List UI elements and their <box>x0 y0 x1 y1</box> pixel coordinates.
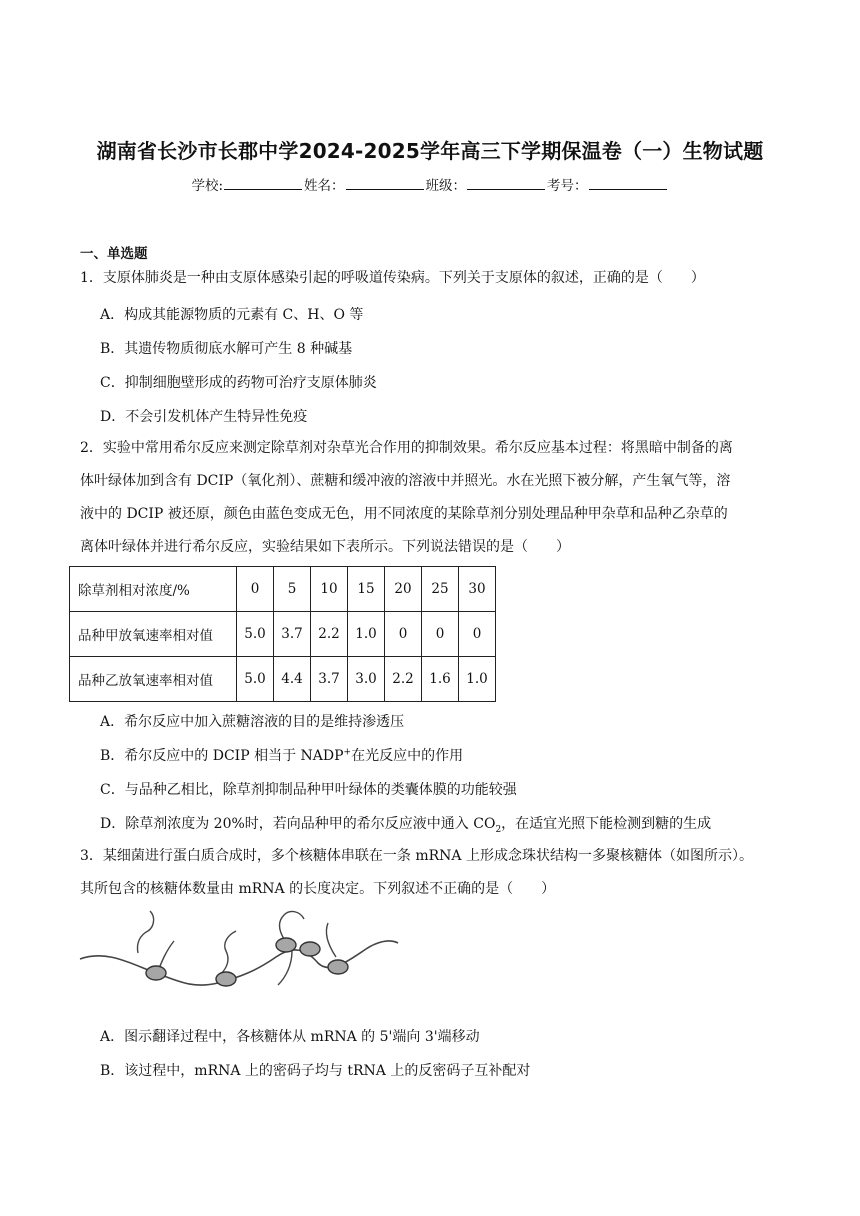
question-1-option-d[interactable]: D．不会引发机体产生特异性免疫 <box>100 409 308 425</box>
option-b-text-end: 在光反应中的作用 <box>351 748 464 764</box>
school-blank[interactable] <box>224 177 302 190</box>
question-3-line: 3．某细菌进行蛋白质合成时，多个核糖体串联在一条 mRNA 上形成念珠状结构一多聚核糖体（如图所示）。 <box>80 848 753 864</box>
question-2-line: 离体叶绿体并进行希尔反应，实验结果如下表所示。下列说法错误的是（ ） <box>80 539 570 555</box>
school-label: 学校: <box>191 178 224 194</box>
ribosome <box>216 972 236 986</box>
table-cell: 0 <box>237 567 274 612</box>
question-2-line: 2．实验中常用希尔反应来测定除草剂对杂草光合作用的抑制效果。希尔反应基本过程：将黑暗中制备的离 <box>80 440 733 456</box>
table-cell: 10 <box>311 567 348 612</box>
polypeptide-chain <box>278 951 292 985</box>
table-row-label: 品种甲放氧速率相对值 <box>70 612 237 657</box>
table-cell: 4.4 <box>274 657 311 702</box>
superscript: + <box>343 747 352 758</box>
table-cell: 5.0 <box>237 657 274 702</box>
page-title: 湖南省长沙市长郡中学2024-2025学年高三下学期保温卷（一）生物试题 <box>96 139 764 163</box>
table-cell: 3.7 <box>274 612 311 657</box>
table-cell: 15 <box>348 567 385 612</box>
ribosome <box>300 942 320 956</box>
table-row-label: 品种乙放氧速率相对值 <box>70 657 237 702</box>
table-cell: 0 <box>459 612 496 657</box>
table-cell: 0 <box>422 612 459 657</box>
question-2-option-d[interactable] <box>100 813 711 833</box>
question-2-line: 液中的 DCIP 被还原，颜色由蓝色变成无色，用不同浓度的某除草剂分别处理品种甲杂草和品种乙杂草的 <box>80 506 728 522</box>
table-cell: 5 <box>274 567 311 612</box>
table-cell: 3.7 <box>311 657 348 702</box>
option-d-text: D．除草剂浓度为 20%时，若向品种甲的希尔反应液中通入 CO <box>100 816 496 832</box>
table-cell: 20 <box>385 567 422 612</box>
ribosome <box>146 966 166 980</box>
table-cell: 2.2 <box>311 612 348 657</box>
table-row <box>70 612 496 657</box>
ribosome <box>328 960 348 974</box>
table-cell: 5.0 <box>237 612 274 657</box>
subscript: 2 <box>495 824 502 835</box>
name-blank[interactable] <box>346 177 424 190</box>
table-cell: 25 <box>422 567 459 612</box>
question-2-line: 体叶绿体加到含有 DCIP（氧化剂）、蔗糖和缓冲液的溶液中并照光。水在光照下被分解，产生氧气等，溶 <box>80 473 731 489</box>
exam-number-blank[interactable] <box>589 177 667 190</box>
question-3-line: 其所包含的核糖体数量由 mRNA 的长度决定。下列叙述不正确的是（ ） <box>80 881 556 897</box>
option-d-text-end: ，在适宜光照下能检测到糖的生成 <box>501 816 712 832</box>
question-1-option-c[interactable]: C．抑制细胞壁形成的药物可治疗支原体肺炎 <box>100 375 377 391</box>
class-blank[interactable] <box>467 177 545 190</box>
question-3-option-b[interactable]: B．该过程中，mRNA 上的密码子均与 tRNA 上的反密码子互补配对 <box>100 1063 531 1079</box>
question-2-option-b[interactable] <box>100 745 463 765</box>
question-1-option-a[interactable]: A．构成其能源物质的元素有 C、H、O 等 <box>100 307 364 323</box>
table-cell: 1.0 <box>459 657 496 702</box>
table-cell: 30 <box>459 567 496 612</box>
class-label: 班级： <box>425 178 467 194</box>
table-cell: 3.0 <box>348 657 385 702</box>
table-cell: 1.0 <box>348 612 385 657</box>
question-2-stem <box>80 432 790 564</box>
polypeptide-chain <box>220 931 236 975</box>
question-1-stem <box>80 262 780 295</box>
question-2-option-a[interactable]: A．希尔反应中加入蔗糖溶液的目的是维持渗透压 <box>100 714 405 730</box>
question-3-stem <box>80 840 790 906</box>
herbicide-data-table <box>69 566 496 702</box>
question-2-option-c[interactable]: C．与品种乙相比，除草剂抑制品种甲叶绿体的类囊体膜的功能较强 <box>100 782 517 798</box>
student-info-line <box>0 174 860 194</box>
table-row <box>70 657 496 702</box>
name-label: 姓名： <box>304 178 345 194</box>
option-b-text: B．希尔反应中的 DCIP 相当于 NADP <box>100 748 344 764</box>
table-cell: 0 <box>385 612 422 657</box>
table-header-row <box>70 567 496 612</box>
polypeptide-chain <box>326 923 336 957</box>
section-heading: 一、单选题 <box>80 246 148 262</box>
polypeptide-chain <box>280 912 305 939</box>
table-cell: 1.6 <box>422 657 459 702</box>
exam-number-label: 考号： <box>547 178 588 194</box>
ribosome <box>276 938 296 952</box>
question-1-text: 1．支原体肺炎是一种由支原体感染引起的呼吸道传染病。下列关于支原体的叙述，正确的是（ ） <box>80 270 705 286</box>
polyribosome-diagram <box>78 905 408 995</box>
mrna-strand <box>80 941 398 985</box>
question-3-option-a[interactable]: A．图示翻译过程中，各核糖体从 mRNA 的 5'端向 3'端移动 <box>100 1029 480 1045</box>
table-cell: 2.2 <box>385 657 422 702</box>
polypeptide-chain <box>137 911 153 953</box>
question-1-option-b[interactable]: B．其遗传物质彻底水解可产生 8 种碱基 <box>100 341 353 357</box>
table-header-label: 除草剂相对浓度/% <box>70 567 237 612</box>
